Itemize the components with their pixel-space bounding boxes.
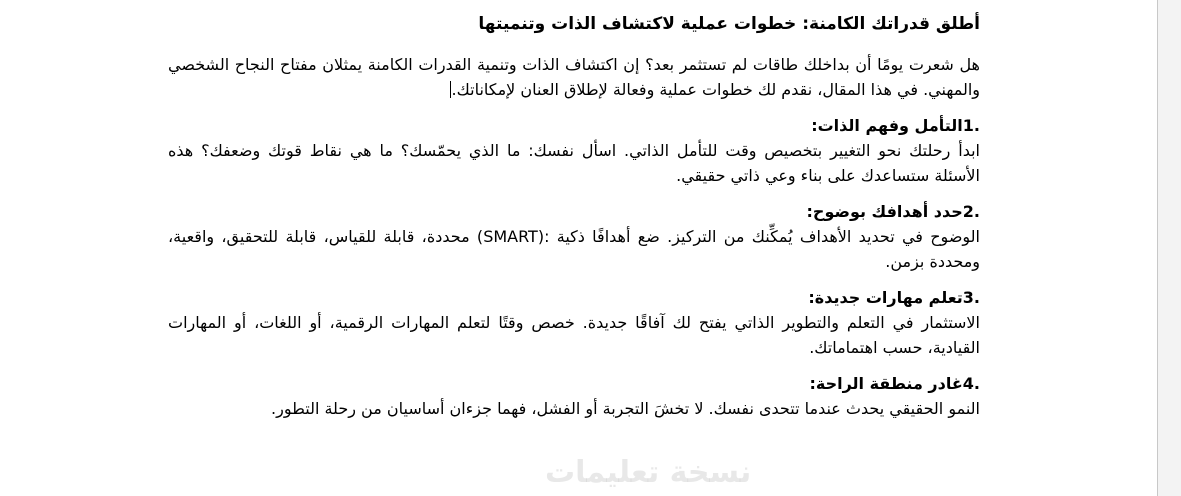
section-1-body: ابدأ رحلتك نحو التغيير بتخصيص وقت للتأمل الذاتي. اسأل نفسك: ما الذي يحمّسك؟ ما هي نقاط قوتك وضعفك؟ هذه الأسئلة ستساعدك على بناء وعي ذاتي حقيقي.: [168, 141, 980, 185]
section-3-heading: .3تعلم مهارات جديدة:: [808, 288, 980, 307]
section-1-heading: .1التأمل وفهم الذات:: [811, 116, 980, 135]
section-3-body: الاستثمار في التعلم والتطوير الذاتي يفتح لك آفاقًا جديدة. خصص وقتًا لتعلم المهارات الرقمية، أو اللغات، أو المهارات القيادية، حسب اهتماماتك.: [168, 313, 980, 357]
document-title: أطلق قدراتك الكامنة: خطوات عملية لاكتشاف الذات وتنميتها: [478, 14, 980, 34]
intro-paragraph: [168, 52, 980, 102]
section-2-heading: .2حدد أهدافك بوضوح:: [806, 202, 980, 221]
intro-text: هل شعرت يومًا أن بداخلك طاقات لم تستثمر بعد؟ إن اكتشاف الذات وتنمية القدرات الكامنة يمثلان مفتاح النجاح الشخصي والمهني. في هذا المقال، نقدم لك خطوات عملية وفعالة لإطلاق العنان لإمكاناتك.: [168, 55, 980, 99]
window-margin: [1158, 0, 1181, 496]
section-2-body: الوضوح في تحديد الأهداف يُمكِّنك من التركيز. ضع أهدافًا ذكية :(SMART) محددة، قابلة للقياس، قابلة للتحقيق، واقعية، ومحددة بزمن.: [168, 227, 980, 271]
section-4-body: النمو الحقيقي يحدث عندما تتحدى نفسك. لا تخشَ التجربة أو الفشل، فهما جزءان أساسيان من رحلة التطور.: [271, 399, 980, 418]
document-body[interactable]: [168, 8, 980, 433]
text-cursor: [450, 81, 451, 98]
watermark: نسخة تعليمات: [545, 455, 752, 490]
section-4-heading: .4غادر منطقة الراحة:: [809, 374, 980, 393]
page-edge: [1157, 0, 1158, 496]
